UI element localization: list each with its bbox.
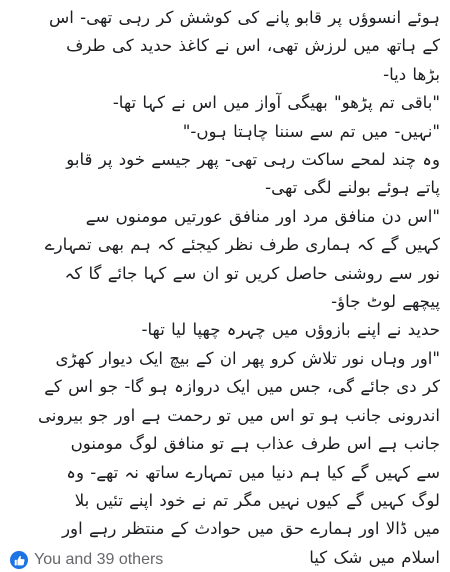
post-text-line: "نہیں- میں تم سے سننا چاہتا ہوں-" (182, 121, 440, 141)
post-text-line: حدید نے اپنے بازوؤں میں چہرہ چھپا لیا تھا- (141, 320, 440, 340)
post-text-line: جانب ہے اس طرف عذاب ہے تو منافق لوگ مومنوں (70, 434, 440, 454)
post-text-line: نور سے روشنی حاصل کریں تو ان سے کہا جائے گا کہ (64, 263, 440, 283)
post-text-line: ہوئے انسوؤں پر قابو پانے کی کوشش کر رہی تھی- اس (49, 8, 440, 27)
post-text-line: وہ چند لمحے ساکت رہی تھی- پھر جیسے خود پر قابو (66, 150, 440, 170)
post-text-line: بڑھا دیا- (383, 64, 440, 84)
post-text-line: "باقی تم پڑھو" بھیگی آواز میں اس نے کہا تھا- (112, 93, 440, 113)
post-text-line: اسلام میں شک کیا (309, 547, 440, 567)
reactions-label: You and 39 others (34, 551, 164, 568)
post-text-line: پیچھے لوٹ جاؤ- (331, 292, 440, 312)
post-text-line: کر دی جائے گی، جس میں ایک دروازہ ہو گا- جو اس کے (44, 377, 440, 397)
post-text-line: کے ہاتھ میں لرزش تھی، اس نے کاغذ حدید کی طرف (66, 36, 440, 56)
post-text-line: سے کہیں گے کیا ہم دنیا میں تمہارے ساتھ نہ تھے- وہ (66, 462, 440, 482)
like-icon (10, 551, 28, 569)
post-text (12, 4, 440, 572)
post-text-line: "اس دن منافق مرد اور منافق عورتیں مومنوں سے (85, 206, 440, 226)
post-text-line: میں ڈالا اور ہمارے حق میں حوادث کے منتظر رہے اور (62, 519, 440, 539)
post-text-line: اندرونی جانب ہو تو اس میں تو رحمت ہے اور جو بیرونی (37, 405, 440, 425)
post-text-line: لوگ کہیں گے کیوں نہیں مگر تم نے خود اپنے تئیں بلا (74, 490, 440, 510)
post-text-line: "اور وہاں نور تلاش کرو پھر ان کے بیچ ایک دیوار کھڑی (55, 348, 440, 368)
post-text-line: کہیں گے کہ ہماری طرف نظر کیجئے کہ ہم بھی تمہارے (44, 235, 440, 255)
post-text-line: پاتے ہوئے بولنے لگی تھی- (265, 178, 440, 198)
